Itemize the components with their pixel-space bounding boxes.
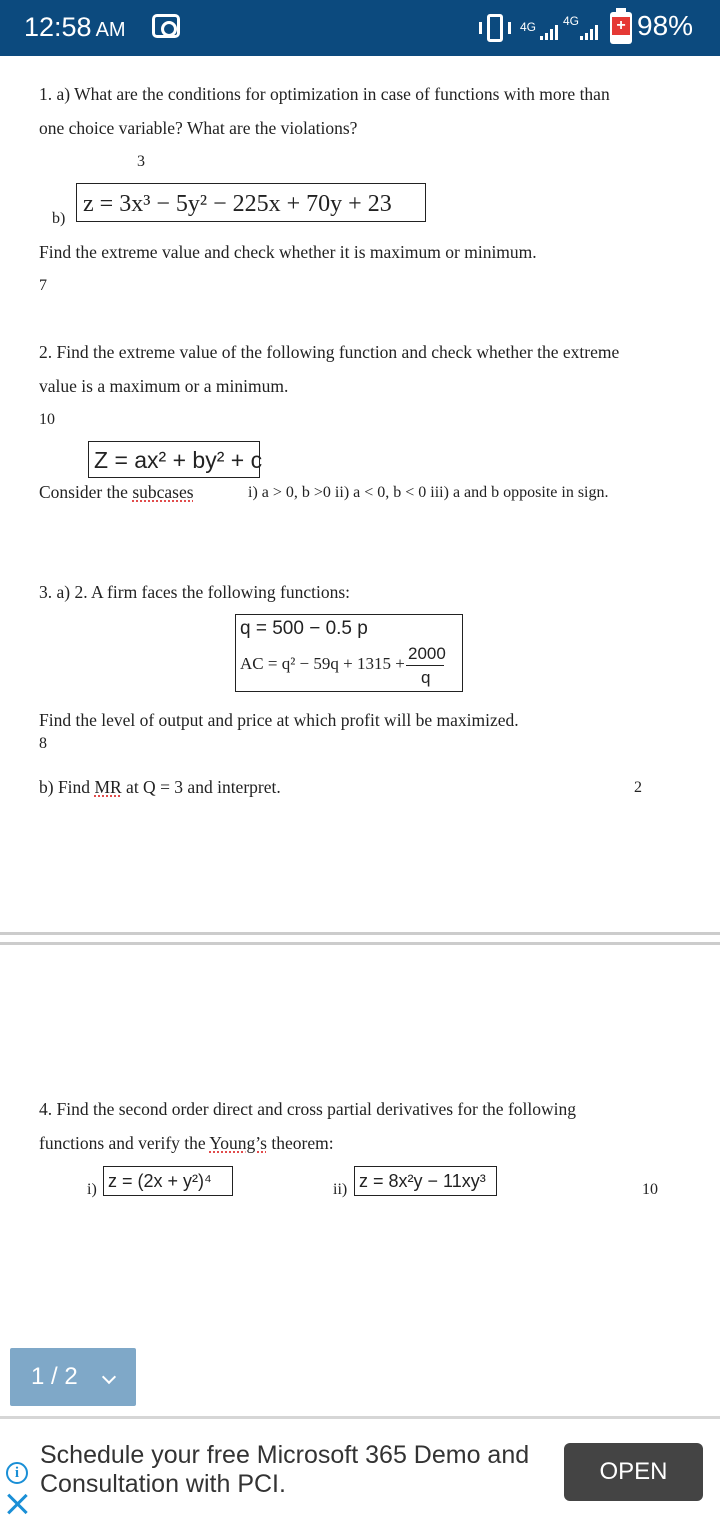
q1a-line1: 1. a) What are the conditions for optimization in case of functions with more than bbox=[39, 84, 610, 104]
q2-line1: 2. Find the extreme value of the following function and check whether the extreme bbox=[39, 342, 620, 362]
q3-fraction-den: q bbox=[421, 668, 431, 687]
page-separator bbox=[0, 932, 720, 935]
clock bbox=[24, 12, 126, 43]
vibrate-icon bbox=[476, 14, 514, 42]
q3-equation-ac: AC = q² − 59q + 1315 + bbox=[240, 654, 405, 673]
ad-banner[interactable] bbox=[0, 1416, 720, 1520]
q2-equation: Z = ax² + by² + c bbox=[94, 447, 263, 473]
q4-line2-suffix: theorem: bbox=[266, 1133, 334, 1153]
q1b-label: b) bbox=[52, 210, 66, 227]
q4-ii-label: ii) bbox=[333, 1181, 348, 1198]
q1b-equation: z = 3x³ − 5y² − 225x + 70y + 23 bbox=[83, 191, 392, 217]
network-type-2: 4G bbox=[563, 14, 580, 28]
q1b-marks: 7 bbox=[39, 277, 47, 294]
q1a-marks: 3 bbox=[137, 153, 145, 170]
camera-icon bbox=[152, 14, 180, 38]
info-icon[interactable]: i bbox=[6, 1462, 28, 1484]
q3-equation-demand: q = 500 − 0.5 p bbox=[240, 618, 368, 639]
ad-open-button[interactable]: OPEN bbox=[564, 1443, 703, 1501]
clock-ampm: AM bbox=[95, 19, 126, 41]
q3-instruction: Find the level of output and price at which profit will be maximized. bbox=[39, 710, 519, 730]
q3b-suffix: at Q = 3 and interpret. bbox=[121, 777, 281, 797]
status-bar bbox=[0, 0, 720, 56]
q3-line1: 3. a) 2. A firm faces the following functions: bbox=[39, 582, 351, 602]
close-icon[interactable] bbox=[6, 1493, 28, 1515]
q4-ii-equation-box bbox=[354, 1166, 497, 1196]
q4-line1: 4. Find the second order direct and cross partial derivatives for the following bbox=[39, 1099, 576, 1119]
signal-icon bbox=[540, 24, 562, 40]
clock-time: 12:58 bbox=[24, 12, 92, 42]
battery-percent: 98% bbox=[637, 10, 694, 41]
q3-fraction-num: 2000 bbox=[408, 644, 446, 663]
q1a-line2: one choice variable? What are the violations? bbox=[39, 118, 358, 138]
q4-i-label: i) bbox=[87, 1181, 97, 1198]
q2-subcases-prefix: Consider the bbox=[39, 482, 133, 502]
q4-marks: 10 bbox=[642, 1181, 658, 1198]
q2-subcases bbox=[39, 483, 194, 502]
ad-text[interactable]: Schedule your free Microsoft 365 Demo and Consultation with PCI. bbox=[40, 1441, 530, 1498]
page-indicator-label: 1 / 2 bbox=[31, 1363, 78, 1390]
q4-line2 bbox=[39, 1134, 334, 1153]
q4-ii-equation: z = 8x²y − 11xy³ bbox=[359, 1171, 486, 1191]
chevron-down-icon bbox=[102, 1370, 116, 1384]
q3-equation-box bbox=[235, 614, 463, 692]
q1b-instruction: Find the extreme value and check whether it is maximum or minimum. bbox=[39, 242, 537, 262]
page-indicator-button[interactable] bbox=[10, 1348, 136, 1406]
signal-icon bbox=[580, 24, 602, 40]
q3a-marks: 8 bbox=[39, 735, 47, 752]
q4-line2-prefix: functions and verify the bbox=[39, 1133, 210, 1153]
network-type-1: 4G bbox=[520, 20, 537, 34]
q2-marks: 10 bbox=[39, 411, 55, 428]
q1b-equation-box bbox=[76, 183, 426, 222]
q4-young-word: Young’s bbox=[209, 1133, 267, 1153]
q2-subcases-word: subcases bbox=[132, 482, 194, 502]
q2-cases: i) a > 0, b >0 ii) a < 0, b < 0 iii) a and b opposite in sign. bbox=[248, 484, 609, 501]
page-separator bbox=[0, 942, 720, 945]
q3b-question bbox=[39, 778, 281, 797]
battery-icon: + bbox=[610, 12, 632, 44]
q2-equation-box bbox=[88, 441, 263, 478]
q3b-prefix: b) Find bbox=[39, 777, 95, 797]
q3b-marks: 2 bbox=[634, 779, 642, 796]
q4-i-equation: z = (2x + y²)⁴ bbox=[108, 1171, 212, 1191]
q3b-mr: MR bbox=[94, 777, 122, 797]
q2-line2: value is a maximum or a minimum. bbox=[39, 376, 289, 396]
q3-fraction-bar bbox=[406, 665, 444, 666]
q4-i-equation-box bbox=[103, 1166, 233, 1196]
